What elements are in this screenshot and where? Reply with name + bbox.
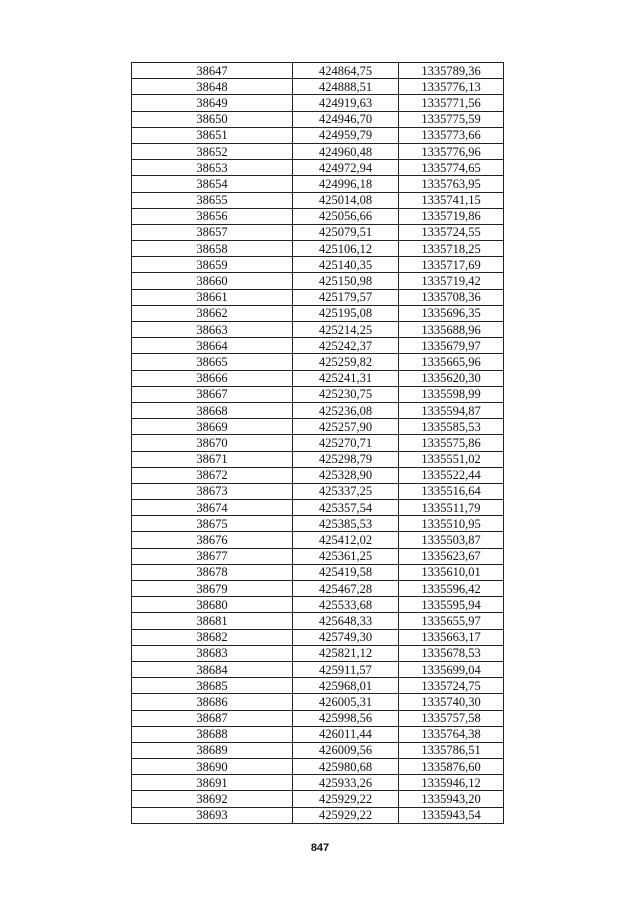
x-coordinate-cell: 425385,53: [293, 516, 399, 532]
table-row: [132, 678, 504, 694]
point-number-cell: 38672: [132, 467, 293, 483]
point-number-cell: 38690: [132, 759, 293, 775]
x-coordinate-cell: 424972,94: [293, 160, 399, 176]
y-coordinate-cell: 1335585,53: [399, 419, 504, 435]
x-coordinate-cell: 425214,25: [293, 322, 399, 338]
table-row: [132, 63, 504, 79]
table-row: [132, 516, 504, 532]
page-number: 847: [310, 842, 330, 854]
point-number-cell: 38653: [132, 160, 293, 176]
y-coordinate-cell: 1335775,59: [399, 111, 504, 127]
x-coordinate-cell: 425749,30: [293, 629, 399, 645]
point-number-cell: 38686: [132, 694, 293, 710]
x-coordinate-cell: 424996,18: [293, 176, 399, 192]
x-coordinate-cell: 425241,31: [293, 370, 399, 386]
point-number-cell: 38665: [132, 354, 293, 370]
table-row: [132, 289, 504, 305]
point-number-cell: 38676: [132, 532, 293, 548]
table-row: [132, 127, 504, 143]
point-number-cell: 38682: [132, 629, 293, 645]
y-coordinate-cell: 1335776,96: [399, 143, 504, 159]
x-coordinate-cell: 425419,58: [293, 564, 399, 580]
point-number-cell: 38692: [132, 791, 293, 807]
x-coordinate-cell: 425259,82: [293, 354, 399, 370]
table-row: [132, 500, 504, 516]
y-coordinate-cell: 1335776,13: [399, 79, 504, 95]
point-number-cell: 38663: [132, 322, 293, 338]
table-row: [132, 95, 504, 111]
table-row: [132, 742, 504, 758]
y-coordinate-cell: 1335718,25: [399, 241, 504, 257]
point-number-cell: 38669: [132, 419, 293, 435]
point-number-cell: 38688: [132, 726, 293, 742]
x-coordinate-cell: 425980,68: [293, 759, 399, 775]
table-row: [132, 338, 504, 354]
x-coordinate-cell: 424888,51: [293, 79, 399, 95]
x-coordinate-cell: 425236,08: [293, 402, 399, 418]
point-number-cell: 38679: [132, 581, 293, 597]
point-number-cell: 38656: [132, 208, 293, 224]
table-row: [132, 322, 504, 338]
y-coordinate-cell: 1335688,96: [399, 322, 504, 338]
y-coordinate-cell: 1335757,58: [399, 710, 504, 726]
x-coordinate-cell: 426009,56: [293, 742, 399, 758]
point-number-cell: 38650: [132, 111, 293, 127]
y-coordinate-cell: 1335789,36: [399, 63, 504, 79]
y-coordinate-cell: 1335679,97: [399, 338, 504, 354]
y-coordinate-cell: 1335623,67: [399, 548, 504, 564]
table-row: [132, 548, 504, 564]
point-number-cell: 38680: [132, 597, 293, 613]
point-number-cell: 38654: [132, 176, 293, 192]
y-coordinate-cell: 1335763,95: [399, 176, 504, 192]
table-row: [132, 613, 504, 629]
table-row: [132, 532, 504, 548]
x-coordinate-cell: 424946,70: [293, 111, 399, 127]
point-number-cell: 38674: [132, 500, 293, 516]
point-number-cell: 38691: [132, 775, 293, 791]
point-number-cell: 38685: [132, 678, 293, 694]
table-row: [132, 160, 504, 176]
x-coordinate-cell: 425056,66: [293, 208, 399, 224]
x-coordinate-cell: 425150,98: [293, 273, 399, 289]
x-coordinate-cell: 425328,90: [293, 467, 399, 483]
x-coordinate-cell: 425821,12: [293, 645, 399, 661]
y-coordinate-cell: 1335719,42: [399, 273, 504, 289]
point-number-cell: 38658: [132, 241, 293, 257]
y-coordinate-cell: 1335610,01: [399, 564, 504, 580]
y-coordinate-cell: 1335786,51: [399, 742, 504, 758]
point-number-cell: 38666: [132, 370, 293, 386]
table-row: [132, 192, 504, 208]
y-coordinate-cell: 1335943,20: [399, 791, 504, 807]
y-coordinate-cell: 1335696,35: [399, 305, 504, 321]
point-number-cell: 38678: [132, 564, 293, 580]
table-row: [132, 386, 504, 402]
table-row: [132, 370, 504, 386]
y-coordinate-cell: 1335741,15: [399, 192, 504, 208]
x-coordinate-cell: 426011,44: [293, 726, 399, 742]
table-row: [132, 143, 504, 159]
table-row: [132, 111, 504, 127]
y-coordinate-cell: 1335516,64: [399, 483, 504, 499]
y-coordinate-cell: 1335771,56: [399, 95, 504, 111]
y-coordinate-cell: 1335719,86: [399, 208, 504, 224]
point-number-cell: 38664: [132, 338, 293, 354]
x-coordinate-cell: 425357,54: [293, 500, 399, 516]
table-row: [132, 176, 504, 192]
table-row: [132, 564, 504, 580]
x-coordinate-cell: 425929,22: [293, 791, 399, 807]
table-row: [132, 483, 504, 499]
y-coordinate-cell: 1335724,55: [399, 224, 504, 240]
table-row: [132, 419, 504, 435]
x-coordinate-cell: 425195,08: [293, 305, 399, 321]
y-coordinate-cell: 1335699,04: [399, 661, 504, 677]
table-row: [132, 759, 504, 775]
y-coordinate-cell: 1335665,96: [399, 354, 504, 370]
x-coordinate-cell: 424959,79: [293, 127, 399, 143]
point-number-cell: 38659: [132, 257, 293, 273]
table-row: [132, 694, 504, 710]
x-coordinate-cell: 425270,71: [293, 435, 399, 451]
x-coordinate-cell: 425179,57: [293, 289, 399, 305]
x-coordinate-cell: 425298,79: [293, 451, 399, 467]
x-coordinate-cell: 425968,01: [293, 678, 399, 694]
table-row: [132, 273, 504, 289]
y-coordinate-cell: 1335678,53: [399, 645, 504, 661]
table-row: [132, 208, 504, 224]
x-coordinate-cell: 425929,22: [293, 807, 399, 823]
y-coordinate-cell: 1335774,65: [399, 160, 504, 176]
x-coordinate-cell: 425257,90: [293, 419, 399, 435]
point-number-cell: 38681: [132, 613, 293, 629]
point-number-cell: 38651: [132, 127, 293, 143]
y-coordinate-cell: 1335598,99: [399, 386, 504, 402]
point-number-cell: 38660: [132, 273, 293, 289]
table-row: [132, 224, 504, 240]
x-coordinate-cell: 424960,48: [293, 143, 399, 159]
point-number-cell: 38649: [132, 95, 293, 111]
y-coordinate-cell: 1335595,94: [399, 597, 504, 613]
y-coordinate-cell: 1335740,30: [399, 694, 504, 710]
y-coordinate-cell: 1335522,44: [399, 467, 504, 483]
point-number-cell: 38693: [132, 807, 293, 823]
point-number-cell: 38671: [132, 451, 293, 467]
x-coordinate-cell: 425911,57: [293, 661, 399, 677]
x-coordinate-cell: 425106,12: [293, 241, 399, 257]
y-coordinate-cell: 1335764,38: [399, 726, 504, 742]
coordinates-table: [131, 62, 504, 824]
table-row: [132, 791, 504, 807]
point-number-cell: 38661: [132, 289, 293, 305]
x-coordinate-cell: 425467,28: [293, 581, 399, 597]
y-coordinate-cell: 1335946,12: [399, 775, 504, 791]
x-coordinate-cell: 425648,33: [293, 613, 399, 629]
table-row: [132, 726, 504, 742]
point-number-cell: 38652: [132, 143, 293, 159]
point-number-cell: 38648: [132, 79, 293, 95]
y-coordinate-cell: 1335510,95: [399, 516, 504, 532]
table-row: [132, 467, 504, 483]
table-row: [132, 451, 504, 467]
table-row: [132, 775, 504, 791]
table-row: [132, 807, 504, 823]
y-coordinate-cell: 1335717,69: [399, 257, 504, 273]
x-coordinate-cell: 425361,25: [293, 548, 399, 564]
x-coordinate-cell: 424919,63: [293, 95, 399, 111]
y-coordinate-cell: 1335876,60: [399, 759, 504, 775]
y-coordinate-cell: 1335511,79: [399, 500, 504, 516]
table-row: [132, 629, 504, 645]
table-row: [132, 435, 504, 451]
y-coordinate-cell: 1335503,87: [399, 532, 504, 548]
x-coordinate-cell: 425079,51: [293, 224, 399, 240]
y-coordinate-cell: 1335596,42: [399, 581, 504, 597]
point-number-cell: 38675: [132, 516, 293, 532]
point-number-cell: 38667: [132, 386, 293, 402]
y-coordinate-cell: 1335594,87: [399, 402, 504, 418]
x-coordinate-cell: 425337,25: [293, 483, 399, 499]
point-number-cell: 38689: [132, 742, 293, 758]
point-number-cell: 38677: [132, 548, 293, 564]
point-number-cell: 38673: [132, 483, 293, 499]
x-coordinate-cell: 426005,31: [293, 694, 399, 710]
point-number-cell: 38670: [132, 435, 293, 451]
point-number-cell: 38657: [132, 224, 293, 240]
point-number-cell: 38684: [132, 661, 293, 677]
table-row: [132, 661, 504, 677]
y-coordinate-cell: 1335724,75: [399, 678, 504, 694]
y-coordinate-cell: 1335773,66: [399, 127, 504, 143]
x-coordinate-cell: 425412,02: [293, 532, 399, 548]
x-coordinate-cell: 424864,75: [293, 63, 399, 79]
x-coordinate-cell: 425230,75: [293, 386, 399, 402]
table-row: [132, 305, 504, 321]
y-coordinate-cell: 1335943,54: [399, 807, 504, 823]
table-row: [132, 581, 504, 597]
point-number-cell: 38662: [132, 305, 293, 321]
y-coordinate-cell: 1335708,36: [399, 289, 504, 305]
table-row: [132, 79, 504, 95]
point-number-cell: 38647: [132, 63, 293, 79]
table-row: [132, 710, 504, 726]
x-coordinate-cell: 425242,37: [293, 338, 399, 354]
y-coordinate-cell: 1335655,97: [399, 613, 504, 629]
x-coordinate-cell: 425140,35: [293, 257, 399, 273]
table-row: [132, 354, 504, 370]
table-row: [132, 645, 504, 661]
y-coordinate-cell: 1335620,30: [399, 370, 504, 386]
point-number-cell: 38655: [132, 192, 293, 208]
table-row: [132, 402, 504, 418]
x-coordinate-cell: 425014,08: [293, 192, 399, 208]
point-number-cell: 38687: [132, 710, 293, 726]
y-coordinate-cell: 1335663,17: [399, 629, 504, 645]
table-row: [132, 597, 504, 613]
y-coordinate-cell: 1335551,02: [399, 451, 504, 467]
point-number-cell: 38668: [132, 402, 293, 418]
coordinates-table-body: [132, 63, 504, 824]
table-row: [132, 241, 504, 257]
point-number-cell: 38683: [132, 645, 293, 661]
x-coordinate-cell: 425533,68: [293, 597, 399, 613]
x-coordinate-cell: 425998,56: [293, 710, 399, 726]
y-coordinate-cell: 1335575,86: [399, 435, 504, 451]
table-row: [132, 257, 504, 273]
x-coordinate-cell: 425933,26: [293, 775, 399, 791]
